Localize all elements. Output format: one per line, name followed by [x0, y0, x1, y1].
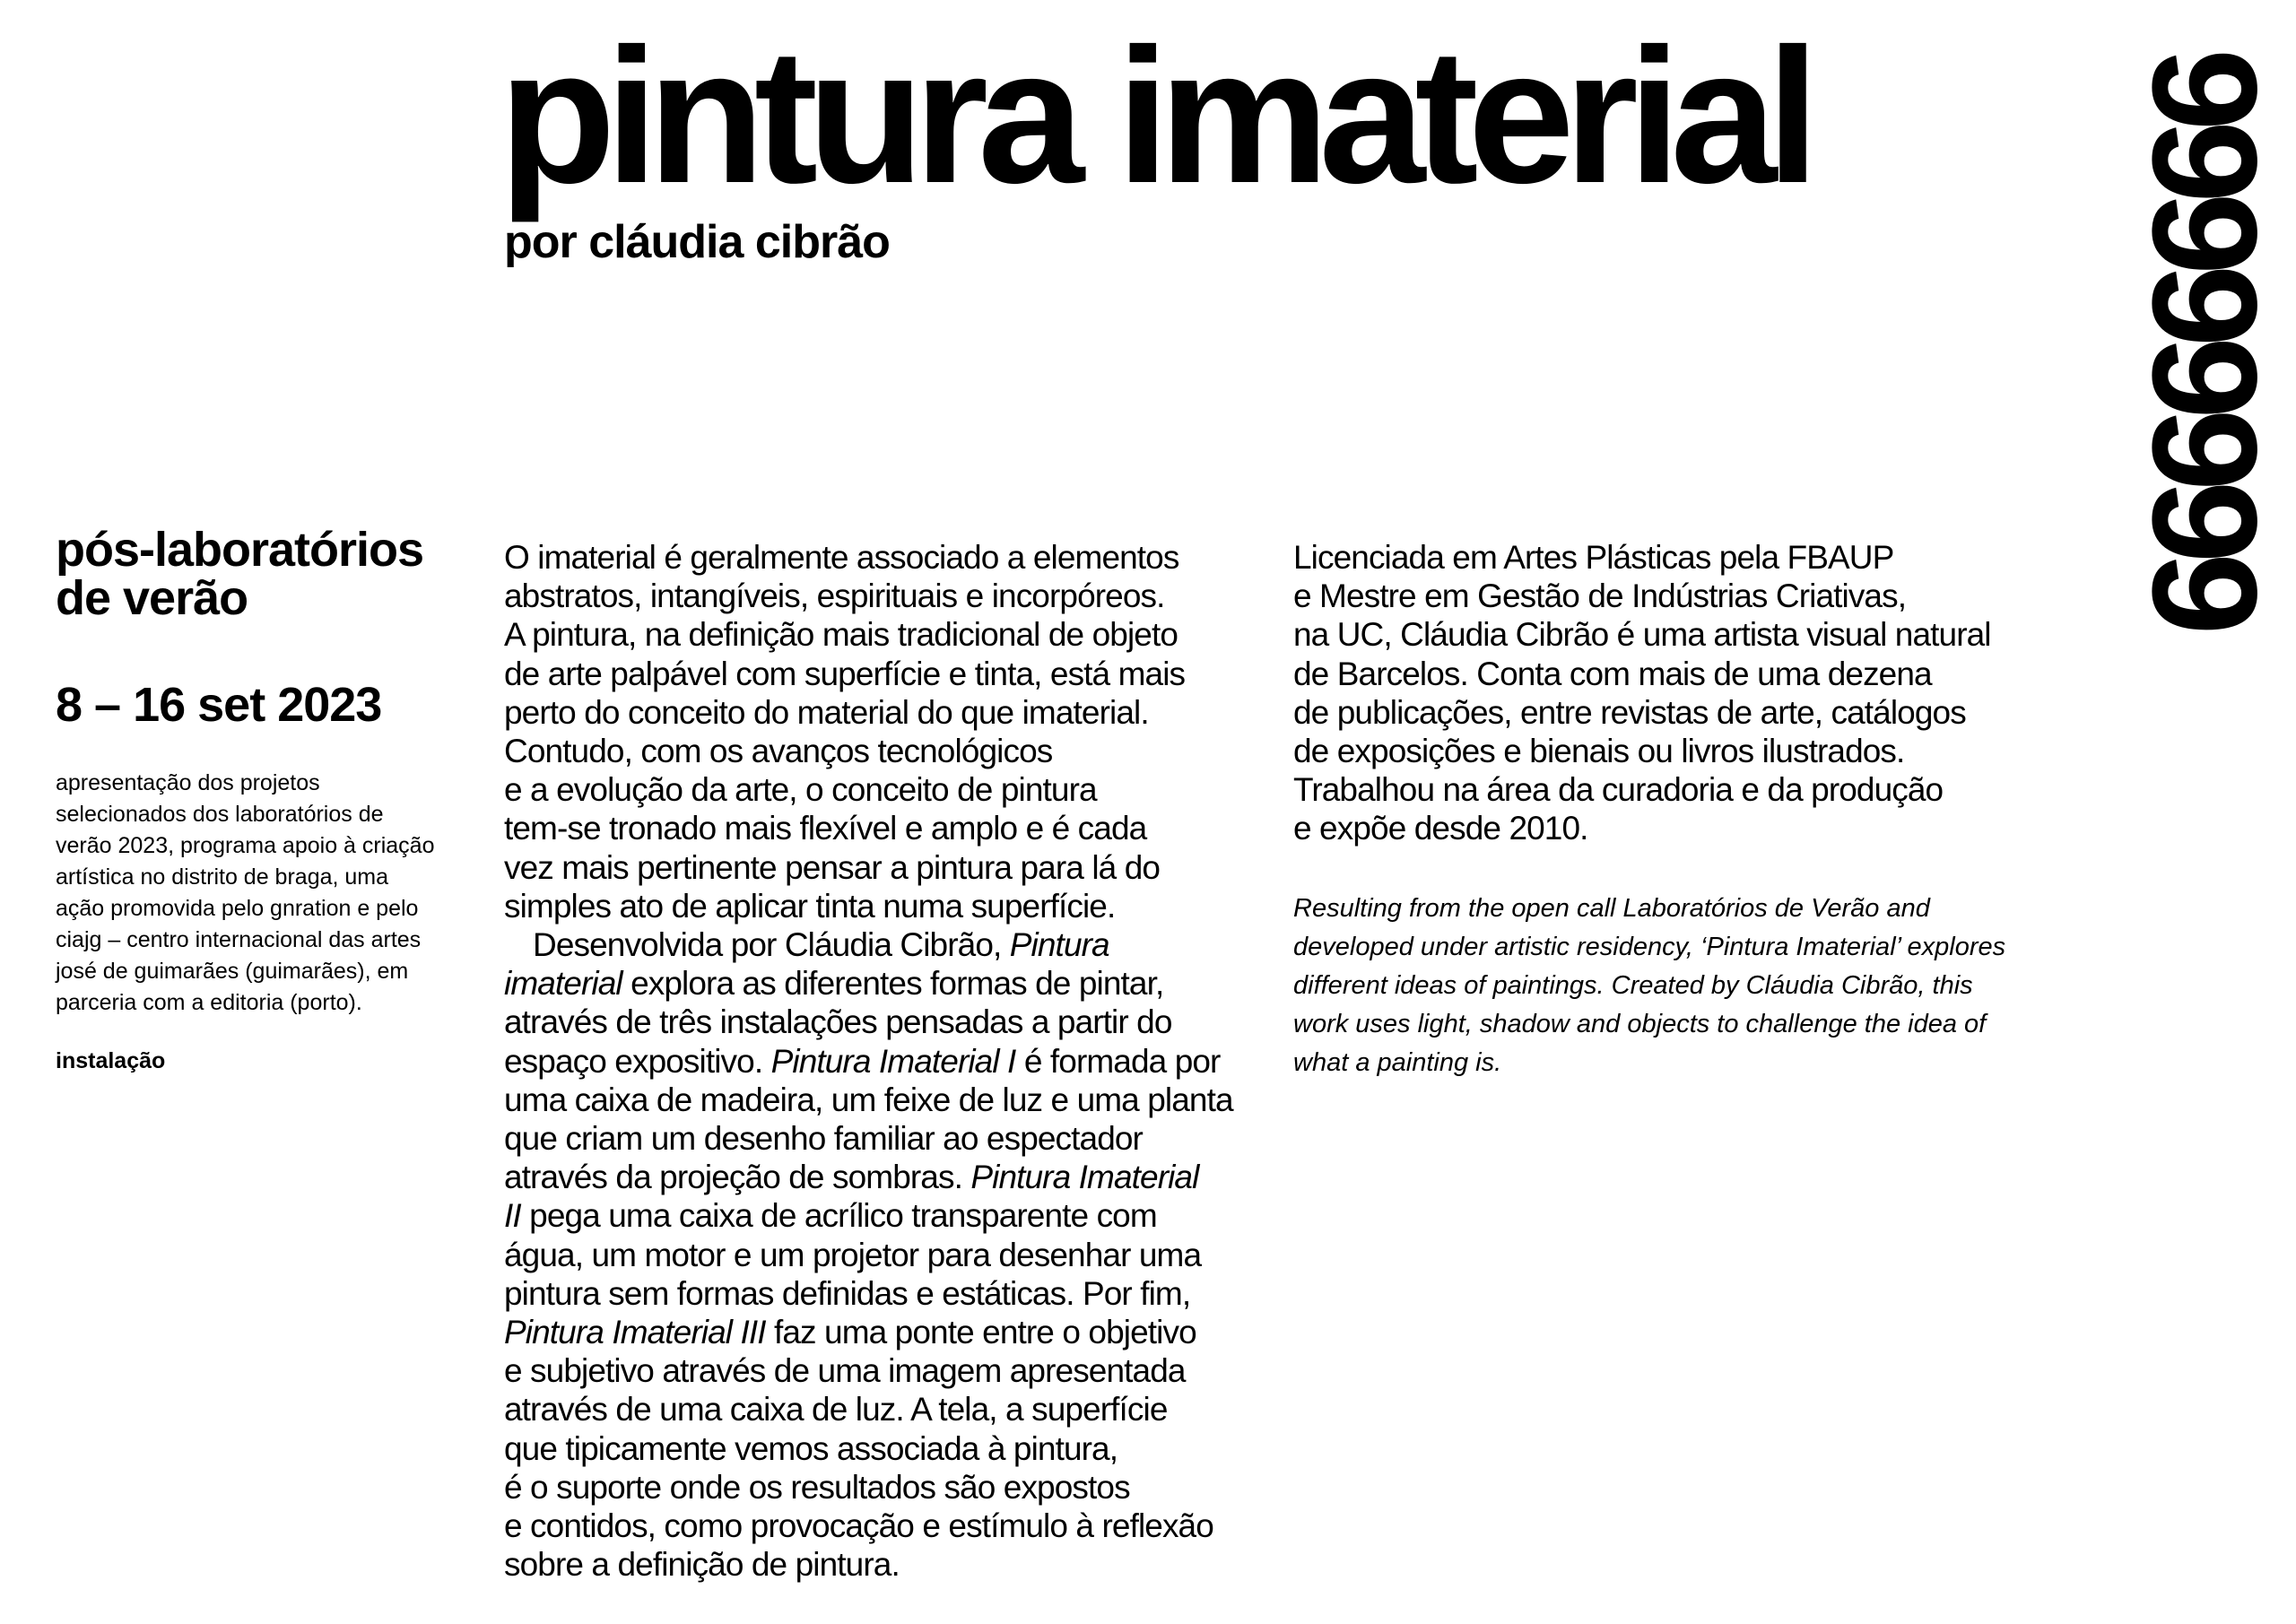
english-summary	[1293, 890, 2083, 1083]
work-title: imaterial	[504, 965, 622, 1003]
text-line: de arte palpável com superfície e tinta, está mais	[504, 655, 1186, 692]
event-description	[56, 768, 468, 1019]
event-description-line: verão 2023, programa apoio à criação	[56, 833, 435, 858]
text-line: different ideas of paintings. Created by Cláudia Cibrão, this	[1293, 971, 1973, 1001]
artist-bio	[1293, 538, 2083, 848]
text-line: na UC, Cláudia Cibrão é uma artista visual natural	[1293, 616, 1991, 654]
event-description-line: ciajg – centro internacional das artes	[56, 927, 422, 952]
work-title: Pintura Imaterial III	[504, 1314, 766, 1351]
text-line	[504, 964, 1266, 1003]
text-line: uma caixa de madeira, um feixe de luz e uma planta	[504, 1081, 1233, 1118]
text-line: simples ato de aplicar tinta numa superfície.	[504, 887, 1116, 925]
text-line: de publicações, entre revistas de arte, catálogos	[1293, 693, 1966, 731]
text-line: é o suporte onde os resultados são expostos	[504, 1468, 1130, 1506]
work-title: Pintura	[1009, 926, 1109, 964]
text-line: O imaterial é geralmente associado a elementos	[504, 539, 1179, 576]
page-title: pintura imaterial	[499, 9, 1809, 223]
text-line	[504, 925, 1266, 964]
text-line: sobre a definição de pintura.	[504, 1546, 900, 1584]
text-line: vez mais pertinente pensar a pintura para lá do	[504, 848, 1161, 886]
text-line: developed under artistic residency, ‘Pintura Imaterial’ explores	[1293, 932, 2006, 961]
text-line: abstratos, intangíveis, espirituais e incorpóreos.	[504, 578, 1165, 615]
text-line	[504, 1313, 1266, 1351]
text-line: de Barcelos. Conta com mais de uma dezena	[1293, 655, 1932, 692]
text-line: Resulting from the open call Laboratórios de Verão and	[1293, 893, 1930, 923]
event-date: 8 – 16 set 2023	[56, 678, 382, 732]
text-line: que criam um desenho familiar ao espectador	[504, 1120, 1143, 1158]
text-line: e subjetivo através de uma imagem apresentada	[504, 1352, 1186, 1390]
event-description-line: artística no distrito de braga, uma	[56, 864, 389, 890]
text-line: pintura sem formas definidas e estáticas. Por fim,	[504, 1274, 1191, 1312]
text-line	[504, 1196, 1266, 1235]
event-category: instalação	[56, 1048, 166, 1073]
event-title	[56, 523, 468, 625]
text-run: faz uma ponte entre o objetivo	[765, 1314, 1196, 1351]
text-run: explora as diferentes formas de pintar,	[622, 965, 1164, 1003]
event-description-line: apresentação dos projetos	[56, 770, 320, 795]
bio-column	[1293, 538, 2083, 1083]
event-description-line: parceria com a editoria (porto).	[56, 990, 362, 1015]
text-line: que tipicamente vemos associada à pintura,	[504, 1429, 1118, 1467]
event-title-line: de verão	[56, 571, 248, 625]
text-line: Contudo, com os avanços tecnológicos	[504, 733, 1053, 770]
text-line: e contidos, como provocação e estímulo à reflexão	[504, 1507, 1213, 1545]
event-description-line: selecionados dos laboratórios de	[56, 802, 384, 827]
text-line: Trabalhou na área da curadoria e da produção	[1293, 771, 1944, 809]
text-line: e expõe desde 2010.	[1293, 810, 1588, 847]
text-line: perto do conceito do material do que imaterial.	[504, 693, 1149, 731]
text-run: espaço expositivo.	[504, 1042, 771, 1080]
text-run: pega uma caixa de acrílico transparente com	[520, 1197, 1157, 1235]
vertical-mark: 99999999	[2121, 48, 2287, 625]
text-line: através de três instalações pensadas a partir do	[504, 1003, 1172, 1041]
event-description-line: ação promovida pelo gnration e pelo	[56, 896, 419, 921]
paragraph-intro	[504, 538, 1266, 925]
text-line: Licenciada em Artes Plásticas pela FBAUP	[1293, 539, 1894, 576]
text-line: água, um motor e um projetor para desenhar uma	[504, 1236, 1202, 1273]
text-run: através da projeção de sombras.	[504, 1159, 971, 1196]
event-title-line: pós-laboratórios	[56, 523, 424, 577]
text-line	[504, 1158, 1266, 1196]
page-subtitle: por cláudia cibrão	[504, 216, 890, 268]
text-line	[504, 1042, 1266, 1081]
text-line: what a painting is.	[1293, 1048, 1502, 1078]
text-line: work uses light, shadow and objects to challenge the idea of	[1293, 1010, 1987, 1039]
text-line: e Mestre em Gestão de Indústrias Criativas,	[1293, 578, 1907, 615]
text-line: através de uma caixa de luz. A tela, a superfície	[504, 1391, 1168, 1429]
work-title: Pintura Imaterial	[970, 1159, 1199, 1196]
text-line: tem-se tronado mais flexível e amplo e é cada	[504, 810, 1147, 847]
work-title: Pintura Imaterial I	[770, 1042, 1016, 1080]
text-run: é formada por	[1015, 1042, 1221, 1080]
event-description-line: josé de guimarães (guimarães), em	[56, 959, 409, 984]
text-line: e a evolução da arte, o conceito de pintura	[504, 771, 1097, 809]
paragraph-works	[504, 925, 1266, 1584]
main-text-column	[504, 538, 1266, 1584]
text-line: A pintura, na definição mais tradicional de objeto	[504, 616, 1178, 654]
text-line: de exposições e bienais ou livros ilustrados.	[1293, 733, 1905, 770]
text-run: Desenvolvida por Cláudia Cibrão,	[533, 926, 1010, 964]
event-info-column	[56, 525, 468, 1077]
work-title: II	[504, 1197, 521, 1235]
